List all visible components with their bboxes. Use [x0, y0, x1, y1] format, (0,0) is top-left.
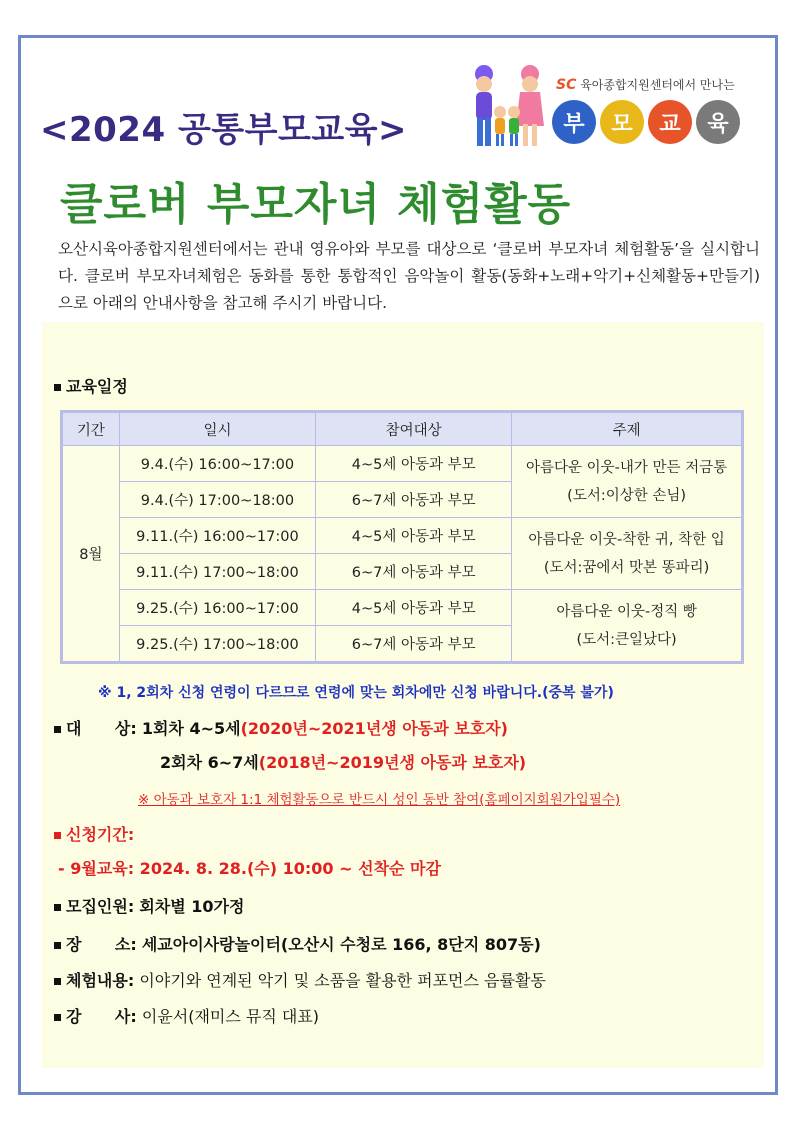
target-cell: 4~5세 아동과 부모: [316, 446, 512, 482]
topic-cell: 아름다운 이웃-착한 귀, 착한 입 (도서:꿈에서 맛본 똥파리): [512, 518, 743, 590]
recruit-line: 모집인원: 회차별 10가정: [54, 894, 244, 917]
bullet-square-icon: [54, 726, 61, 733]
topic-cell: 아름다운 이웃-내가 만든 저금통 (도서:이상한 손님): [512, 446, 743, 518]
datetime-cell: 9.4.(수) 16:00~17:00: [119, 446, 315, 482]
datetime-cell: 9.4.(수) 17:00~18:00: [119, 482, 315, 518]
bullet-square-icon: [54, 384, 61, 391]
table-header: 기간: [62, 412, 120, 446]
target-cell: 6~7세 아동과 부모: [316, 554, 512, 590]
bullet-square-icon: [54, 832, 61, 839]
main-title: 클로버 부모자녀 체험활동: [60, 179, 572, 230]
topic-cell: 아름다운 이웃-정직 빵 (도서:큰일났다): [512, 590, 743, 663]
logo-circle: 교: [648, 100, 692, 144]
target-cell: 6~7세 아동과 부모: [316, 626, 512, 663]
target-line-2: 2회차 6~7세(2018년~2019년생 아동과 보호자): [160, 753, 527, 772]
logo-circles: [552, 100, 740, 144]
datetime-cell: 9.11.(수) 17:00~18:00: [119, 554, 315, 590]
target-cell: 6~7세 아동과 부모: [316, 482, 512, 518]
apply-label-line: 신청기간:: [54, 822, 134, 845]
instructor-line: 강 사: 이윤서(재미스 뮤직 대표): [54, 1004, 319, 1027]
period-cell: 8월: [62, 446, 120, 663]
schedule-section-label: 교육일정: [54, 374, 128, 397]
intro-paragraph: 오산시육아종합지원센터에서는 관내 영유아와 부모를 대상으로 ‘클로버 부모자녀 체험활동’을 실시합니다. 클로버 부모자녀체험은 동화를 통한 통합적인 음악놀이 활동(동화+노래+악기+신체활동+만들기) 으로 아래의 안내사항을 참고해 주시기 바랍니다.: [58, 240, 760, 312]
datetime-cell: 9.25.(수) 16:00~17:00: [119, 590, 315, 626]
datetime-cell: 9.11.(수) 16:00~17:00: [119, 518, 315, 554]
logo-sc-mark: SC: [556, 77, 577, 93]
bullet-square-icon: [54, 978, 61, 985]
table-header-row: [62, 412, 743, 446]
table-row: [62, 446, 743, 482]
table-row: [62, 590, 743, 626]
target-line-1: 대 상: 1회차 4~5세(2020년~2021년생 아동과 보호자): [54, 716, 508, 739]
schedule-table: [60, 410, 744, 664]
datetime-cell: 9.25.(수) 17:00~18:00: [119, 626, 315, 663]
logo-circle: 육: [696, 100, 740, 144]
page-heading: <2024 공통부모교육>: [40, 110, 408, 150]
logo-circle: 부: [552, 100, 596, 144]
logo-tagline: SC 육아종합지원센터에서 만나는: [556, 77, 735, 93]
table-header: 참여대상: [316, 412, 512, 446]
apply-period: - 9월교육: 2024. 8. 28.(수) 10:00 ~ 선착순 마감: [58, 859, 441, 878]
logo: [468, 62, 758, 152]
logo-circle: 모: [600, 100, 644, 144]
bullet-square-icon: [54, 942, 61, 949]
bullet-square-icon: [54, 904, 61, 911]
table-header: 주제: [512, 412, 743, 446]
target-cell: 4~5세 아동과 부모: [316, 590, 512, 626]
target-cell: 4~5세 아동과 부모: [316, 518, 512, 554]
table-row: [62, 518, 743, 554]
bullet-square-icon: [54, 1014, 61, 1021]
content-line: 체험내용: 이야기와 연계된 악기 및 소품을 활용한 퍼포먼스 음률활동: [54, 968, 546, 991]
age-notice: ※ 1, 2회차 신청 연령이 다르므로 연령에 맞는 회차에만 신청 바랍니다.(중복 불가): [98, 685, 614, 701]
table-header: 일시: [119, 412, 315, 446]
family-illustration-icon: [468, 62, 552, 152]
guardian-notice: ※ 아동과 보호자 1:1 체험활동으로 반드시 성인 동반 참여(홈페이지회원가입필수): [138, 792, 621, 808]
place-line: 장 소: 세교아이사랑놀이터(오산시 수청로 166, 8단지 807동): [54, 932, 541, 955]
